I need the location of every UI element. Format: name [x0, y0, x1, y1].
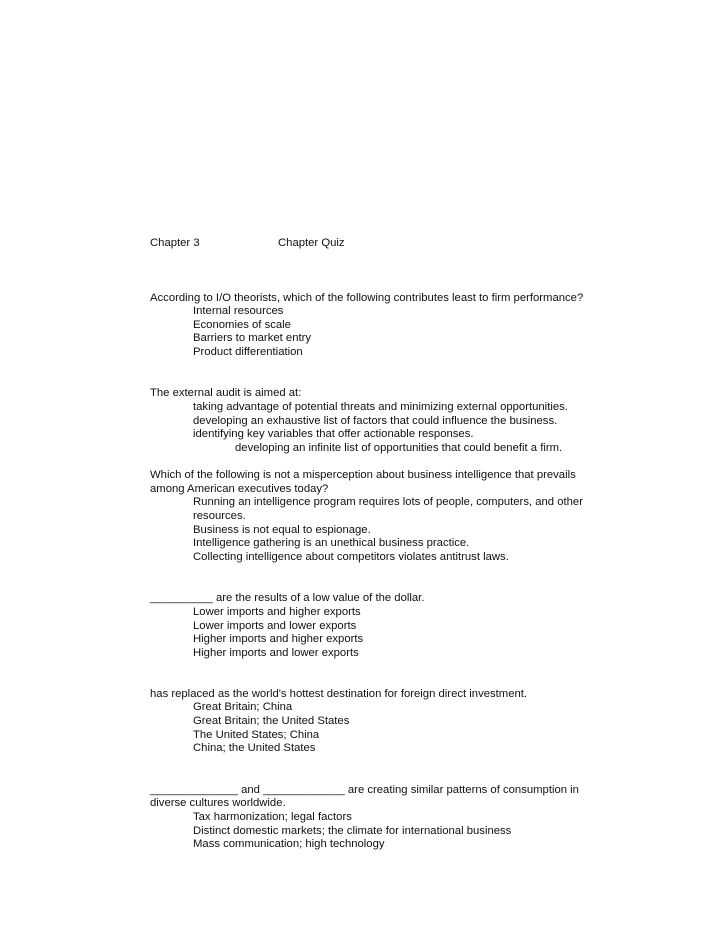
question-1-option-4: Product differentiation: [193, 346, 303, 358]
question-4-option-4: Higher imports and lower exports: [193, 647, 359, 659]
question-1-option-2: Economies of scale: [193, 319, 291, 331]
question-5-option-2: Great Britain; the United States: [193, 715, 350, 727]
question-6-option-2: Distinct domestic markets; the climate for international business: [193, 825, 512, 837]
question-5-option-4: China; the United States: [193, 742, 316, 754]
question-4-option-3: Higher imports and higher exports: [193, 633, 364, 645]
page-title: Chapter Quiz: [278, 237, 345, 249]
question-2-option-1: taking advantage of potential threats and minimizing external opportunities.: [193, 401, 568, 413]
question-1-option-3: Barriers to market entry: [193, 332, 312, 344]
question-5-text: has replaced as the world's hottest destination for foreign direct investment.: [150, 688, 528, 700]
question-6-text-line-1: ______________ and _____________ are creating similar patterns of consumption in: [150, 784, 579, 796]
question-6-option-1: Tax harmonization; legal factors: [193, 811, 352, 823]
question-3-option-3: Intelligence gathering is an unethical business practice.: [193, 537, 470, 549]
question-3-text-line-2: among American executives today?: [150, 483, 329, 495]
question-4-option-2: Lower imports and lower exports: [193, 620, 357, 632]
question-3-option-4: Collecting intelligence about competitors violates antitrust laws.: [193, 551, 509, 563]
question-2-text: The external audit is aimed at:: [150, 387, 302, 399]
question-4-option-1: Lower imports and higher exports: [193, 606, 361, 618]
question-3-text-line-1: Which of the following is not a misperception about business intelligence that prevails: [150, 469, 576, 481]
question-2-option-2: developing an exhaustive list of factors that could influence the business.: [193, 415, 558, 427]
question-3-option-1-cont: resources.: [193, 510, 246, 522]
question-3-option-1: Running an intelligence program requires lots of people, computers, and other: [193, 496, 583, 508]
question-5-option-3: The United States; China: [193, 729, 320, 741]
question-3-option-2: Business is not equal to espionage.: [193, 524, 371, 536]
question-4-text: __________ are the results of a low value of the dollar.: [150, 592, 425, 604]
question-5-option-1: Great Britain; China: [193, 701, 293, 713]
question-2-option-3: identifying key variables that offer actionable responses.: [193, 428, 474, 440]
question-6-option-3: Mass communication; high technology: [193, 838, 385, 850]
question-2-option-4: developing an infinite list of opportunities that could benefit a firm.: [235, 442, 563, 454]
question-1-text: According to I/O theorists, which of the following contributes least to firm performance?: [150, 292, 584, 304]
question-6-text-line-2: diverse cultures worldwide.: [150, 797, 286, 809]
chapter-label: Chapter 3: [150, 237, 200, 249]
question-1-option-1: Internal resources: [193, 305, 284, 317]
